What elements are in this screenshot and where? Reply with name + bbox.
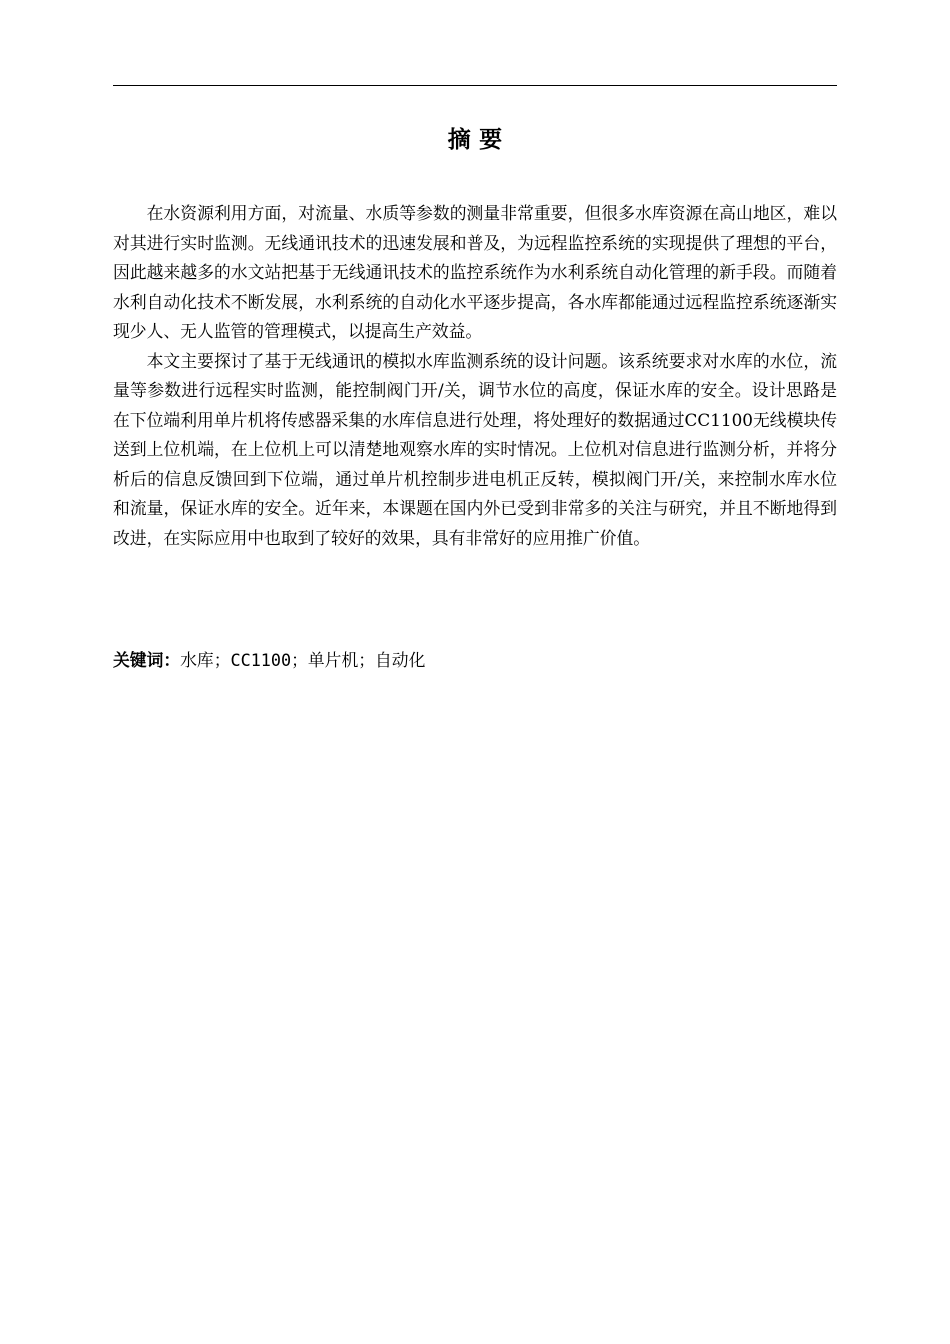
- keywords-label: 关键词：: [113, 650, 181, 670]
- keywords-line: [113, 646, 837, 675]
- keywords-values: 水库；CC1100；单片机；自动化: [180, 650, 426, 670]
- abstract-paragraph-2: 本文主要探讨了基于无线通讯的模拟水库监测系统的设计问题。该系统要求对水库的水位，流量等参数进行远程实时监测，能控制阀门开/关，调节水位的高度，保证水库的安全。设计思路是在下位端利用单片机将传感器采集的水库信息进行处理，将处理好的数据通过CC1100无线模块传送到上位机端，在上位机上可以清楚地观察水库的实时情况。上位机对信息进行监测分析，并将分析后的信息反馈回到下位端，通过单片机控制步进电机正反转，模拟阀门开/关，来控制水库水位和流量，保证水库的安全。近年来，本课题在国内外已受到非常多的关注与研究，并且不断地得到改进，在实际应用中也取到了较好的效果，具有非常好的应用推广价值。: [113, 350, 837, 548]
- abstract-body: [113, 199, 837, 553]
- header-rule: [113, 85, 837, 86]
- abstract-title: 摘 要: [447, 127, 503, 153]
- abstract-paragraph-1: 在水资源利用方面，对流量、水质等参数的测量非常重要，但很多水库资源在高山地区，难以对其进行实时监测。无线通讯技术的迅速发展和普及，为远程监控系统的实现提供了理想的平台，因此越来越多的水文站把基于无线通讯技术的监控系统作为水利系统自动化管理的新手段。而随着水利自动化技术不断发展，水利系统的自动化水平逐步提高，各水库都能通过远程监控系统逐渐实现少人、无人监管的管理模式，以提高生产效益。: [113, 203, 837, 341]
